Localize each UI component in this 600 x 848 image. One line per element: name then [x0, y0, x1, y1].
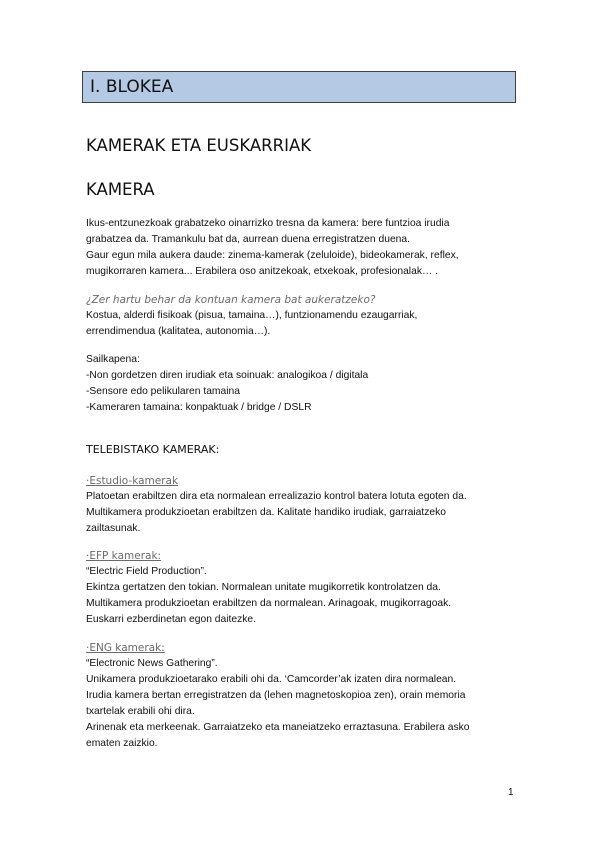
classification-heading: Sailkapena: — [86, 354, 140, 365]
efp-line: Euskarri ezberdinetan egon daitezke. — [86, 614, 257, 625]
studio-line: zailtasunak. — [86, 523, 141, 534]
classification-item: -Kameraren tamaina: konpaktuak / bridge / DSLR — [86, 402, 312, 413]
eng-line: Arinenak eta merkeenak. Garraiatzeko eta maneiatzeko erraztasuna. Erabilera asko — [86, 722, 470, 733]
eng-cameras-heading: ·ENG kamerak: — [86, 642, 165, 654]
intro-paragraph — [86, 216, 526, 280]
studio-cameras-heading: ·Estudio-kamerak — [86, 475, 179, 487]
classification-block — [86, 352, 526, 416]
eng-line: Unikamera produkzioetarako erabili ohi da. ‘Camcorder’ak izaten dira normalean. — [86, 674, 457, 685]
efp-line: Multikamera produkzioetan erabiltzen da normalean. Arinagoak, mugikorragoak. — [86, 598, 452, 609]
question-line: Kostua, alderdi fisikoak (pisua, tamaina…), funtzionamendu ezaugarriak, — [86, 310, 418, 321]
efp-cameras-heading: ·EFP kamerak: — [86, 550, 162, 562]
eng-line: “Electronic News Gathering”. — [86, 658, 218, 669]
eng-line: txartelak erabili ohi dira. — [86, 706, 195, 717]
intro-line: grabatzea da. Tramankulu bat da, aurrean duena erregistratzen duena. — [86, 234, 410, 245]
efp-line: “Electric Field Production”. — [86, 566, 207, 577]
intro-line: Gaur egun mila aukera daude: zinema-kamerak (zeluloide), bideokamerak, reflex, — [86, 250, 459, 261]
classification-item: -Non gordetzen diren irudiak eta soinuak: analogikoa / digitala — [86, 370, 369, 381]
intro-line: mugikorraren kamera... Erabilera oso anitzekoak, etxekoak, profesionalak… . — [86, 266, 438, 277]
page-number: 1 — [508, 787, 514, 798]
studio-cameras-block — [86, 473, 526, 537]
block-header-label: I. BLOKEA — [90, 77, 174, 97]
block-header — [82, 71, 516, 103]
studio-line: Multikamera produkzioetan erabiltzen da. Kalitate handiko irudiak, garraiatzeko — [86, 507, 447, 518]
studio-line: Platoetan erabiltzen dira eta normalean errealizazio kontrol batera lotuta egoten da. — [86, 491, 467, 502]
eng-line: Irudia kamera bertan erregistratzen da (lehen magnetoskopioa zen), orain memoria — [86, 690, 466, 701]
question-block — [86, 292, 526, 340]
classification-item: -Sensore edo pelikularen tamaina — [86, 386, 240, 397]
intro-line: Ikus-entzunezkoak grabatzeko oinarrizko tresna da kamera: bere funtzioa irudia — [86, 218, 450, 229]
page-title: KAMERAK ETA EUSKARRIAK — [86, 136, 312, 155]
tv-cameras-title: TELEBISTAKO KAMERAK: — [86, 443, 220, 456]
eng-line: ematen zaizkio. — [86, 738, 158, 749]
efp-line: Ekintza gertatzen den tokian. Normalean unitate mugikorretik kontrolatzen da. — [86, 582, 441, 593]
eng-cameras-block — [86, 640, 526, 752]
efp-cameras-block — [86, 548, 526, 628]
question-heading: ¿Zer hartu behar da kontuan kamera bat aukeratzeko? — [86, 294, 376, 306]
section-heading-kamera: KAMERA — [86, 180, 155, 199]
question-line: errendimendua (kalitatea, autonomia…). — [86, 326, 271, 337]
